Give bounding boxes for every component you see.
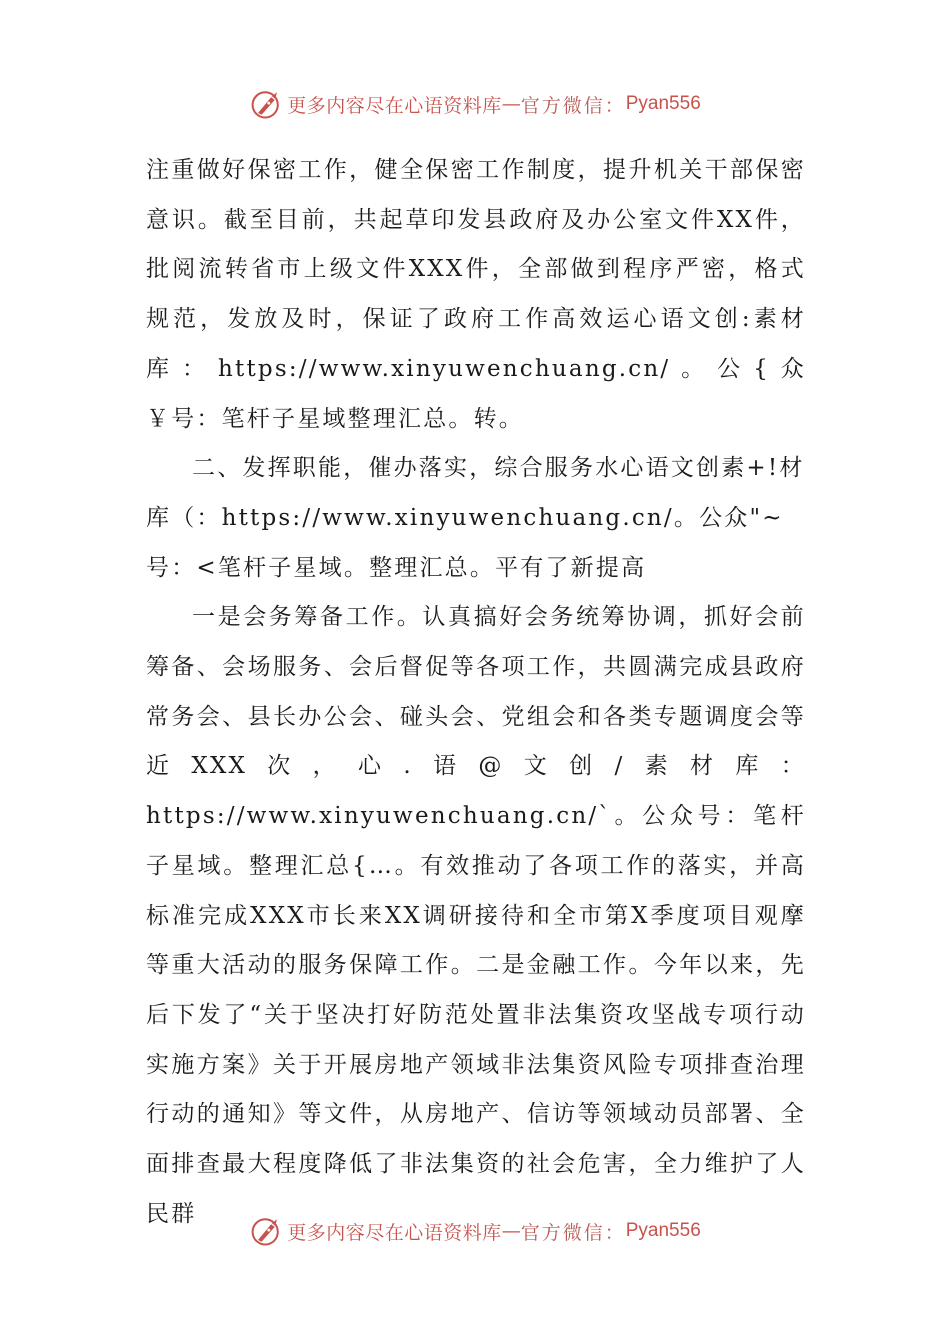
document-body xyxy=(146,146,806,1239)
banner-brand-text: 更多内容尽在心语资料库 xyxy=(287,1221,502,1244)
banner-wechat-id: Pyan556 xyxy=(625,93,701,114)
pen-nib-logo-icon xyxy=(249,86,285,122)
body-paragraph-1: 注重做好保密工作，健全保密工作制度，提升机关干部保密意识。截至目前，共起草印发县政府及办公室文件XX件，批阅流转省市上级文件XXX件，全部做到程序严密，格式规范，发放及时，保证了政府工作高效运心语文创:素材库：https://www.xinyuwenchuang.cn/。公{众￥号：笔杆子星域整理汇总。转。 xyxy=(146,157,806,432)
header-banner xyxy=(0,84,950,124)
footer-banner xyxy=(0,1211,950,1251)
banner-brand-text: 更多内容尽在心语资料库 xyxy=(287,94,502,117)
banner-wechat-id: Pyan556 xyxy=(625,1220,701,1241)
body-paragraph-2: 二、发挥职能，催办落实，综合服务水心语文创素+!材库（：https://www.xinyuwenchuang.cn/。公众"~号：<笔杆子星域。整理汇总。平有了新提高 xyxy=(146,455,805,581)
banner-separator: — xyxy=(501,93,521,115)
pen-nib-logo-icon xyxy=(249,1213,285,1249)
banner-wechat-label: 官方微信： xyxy=(520,1221,626,1244)
body-paragraph-3: 一是会务筹备工作。认真搞好会务统筹协调，抓好会前筹备、会场服务、会后督促等各项工作，共圆满完成县政府常务会、县长办公会、碰头会、党组会和各类专题调度会等近XXX次，心.语@文创/素材库：https://www.xinyuwenchuang.cn/`。公众号：笔杆子星域。整理汇总{…。有效推动了各项工作的落实，并高标准完成XXX市长来XX调研接待和全市第X季度项目观摩等重大活动的服务保障工作。二是金融工作。今年以来，先后下发了“关于坚决打好防范处置非法集资攻坚战专项行动实施方案》关于开展房地产领域非法集资风险专项排查治理行动的通知》等文件，从房地产、信访等领域动员部署、全面排查最大程度降低了非法集资的社会危害，全力维护了人民群 xyxy=(146,604,806,1227)
banner-separator: — xyxy=(501,1220,521,1242)
banner-wechat-label: 官方微信： xyxy=(520,94,626,117)
